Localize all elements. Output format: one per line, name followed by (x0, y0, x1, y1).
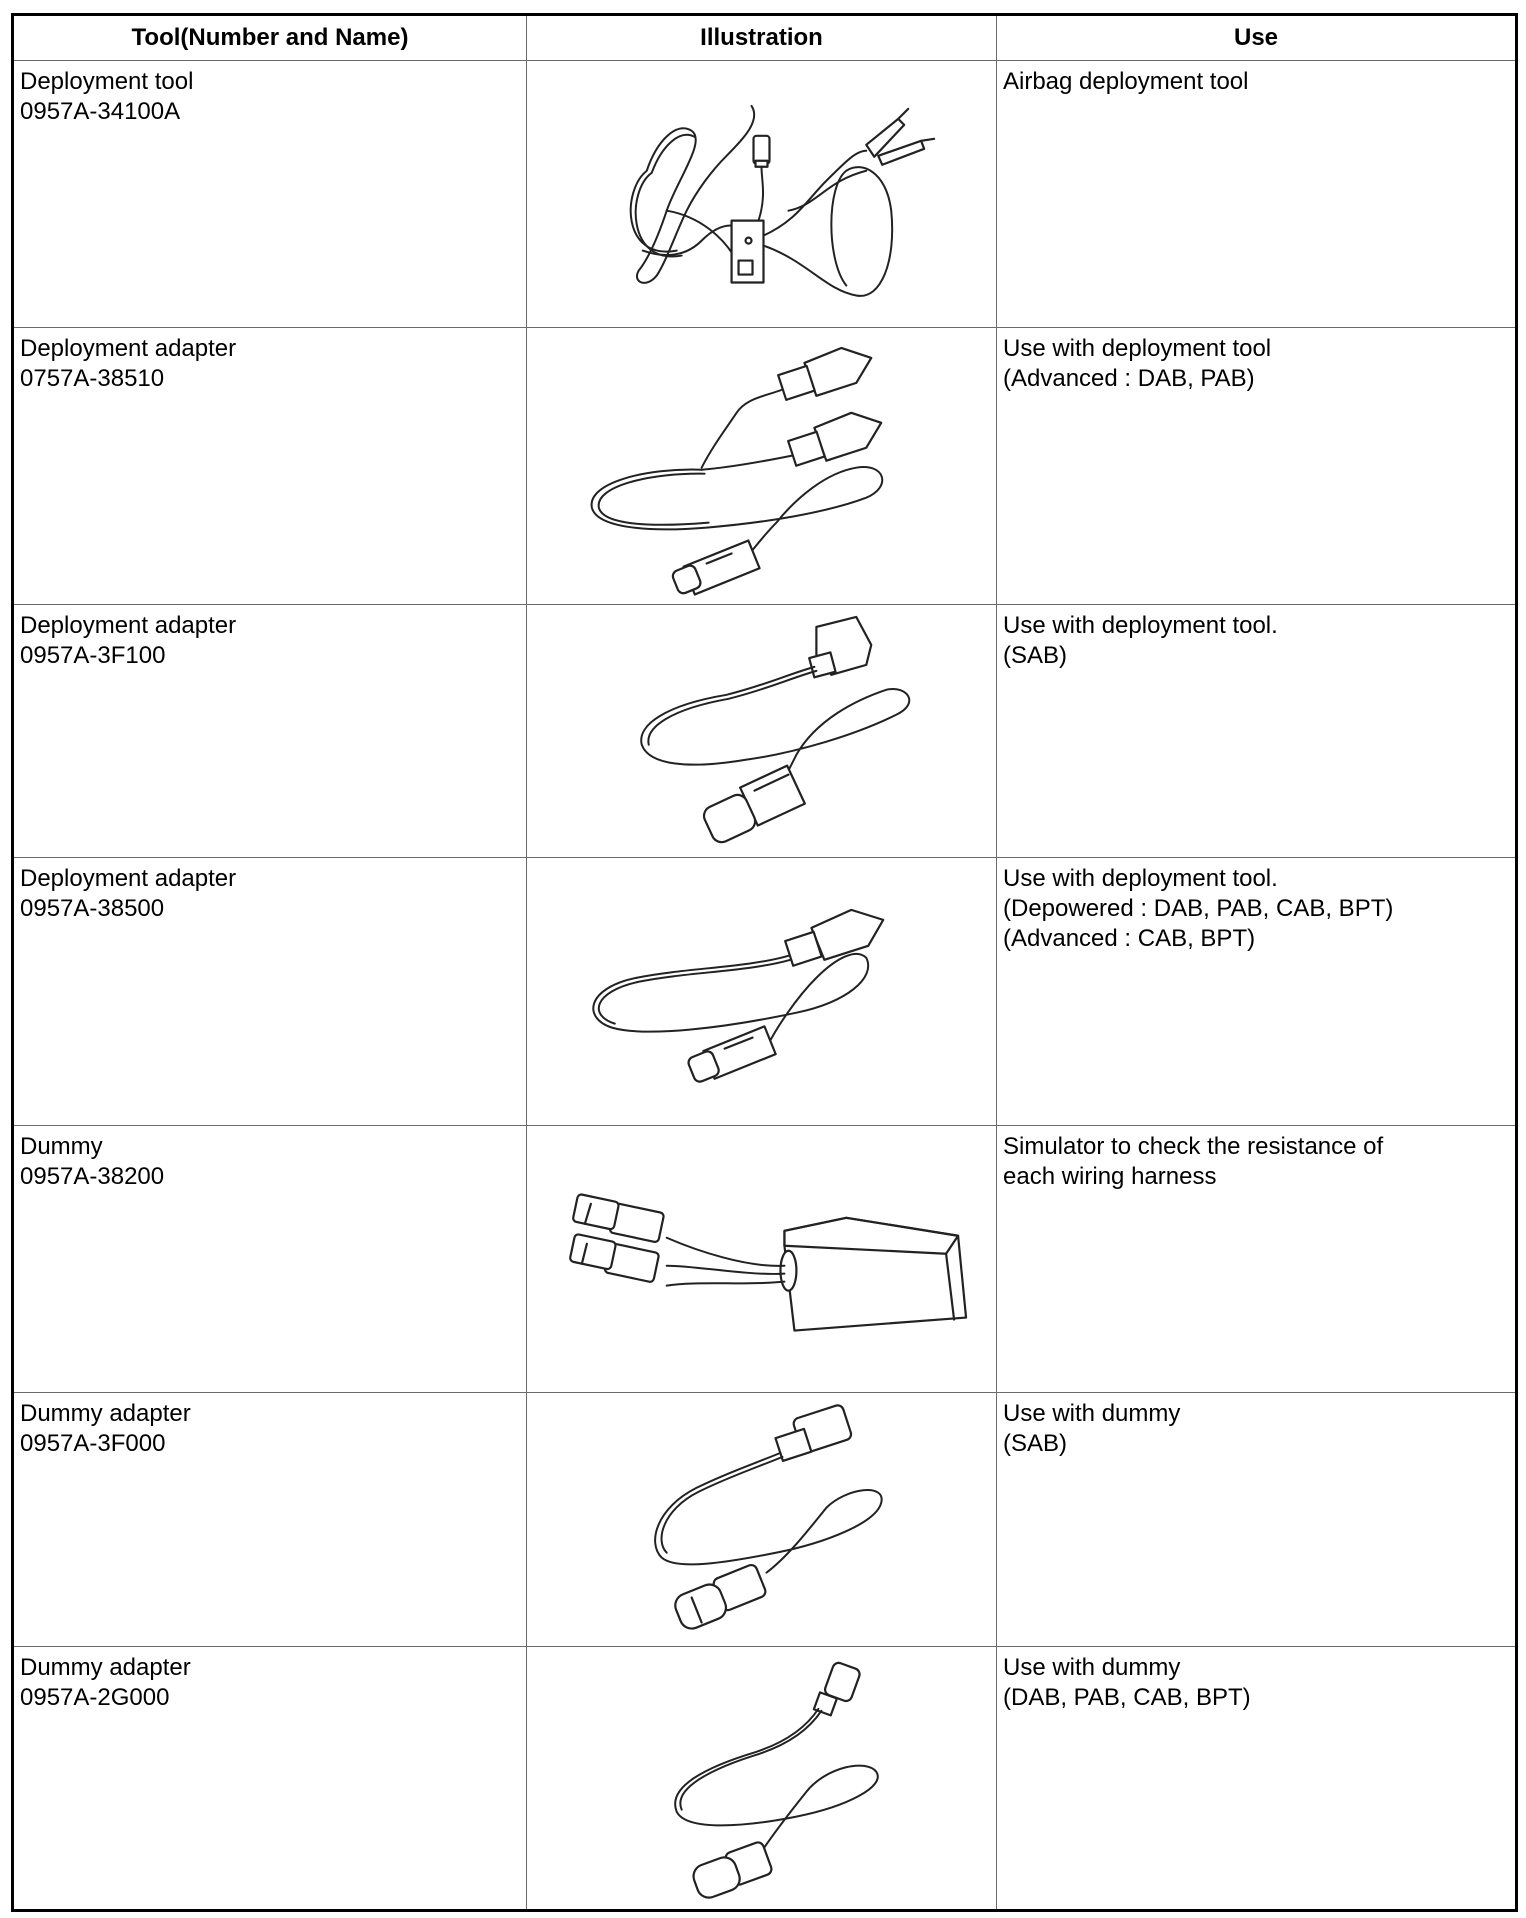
tool-number: 0957A-34100A (20, 98, 181, 125)
single-connector-adapter-illustration (527, 858, 996, 1124)
illustration-cell (527, 1646, 997, 1910)
use-line: Use with deployment tool. (1003, 611, 1278, 639)
tool-name: Deployment adapter (20, 865, 237, 893)
tool-number: 0957A-2G000 (20, 1683, 170, 1711)
tool-cell (13, 328, 527, 604)
header-use: Use (997, 15, 1517, 61)
illustration-cell (527, 858, 997, 1125)
table-row (13, 1393, 1517, 1646)
tool-number: 0957A-3F000 (20, 1430, 166, 1458)
tool-cell (13, 1646, 527, 1910)
tool-name: Dummy adapter (20, 1653, 191, 1681)
illustration-cell (527, 328, 997, 604)
tool-cell (13, 604, 527, 857)
use-cell (997, 1125, 1517, 1392)
table-row (13, 328, 1517, 604)
use-line: (Advanced : DAB, PAB) (1003, 365, 1255, 393)
tool-name: Deployment tool (20, 68, 194, 95)
use-line: (SAB) (1003, 1430, 1068, 1458)
table-row (13, 1125, 1517, 1392)
tool-number: 0957A-38200 (20, 1162, 165, 1190)
tool-number: 0757A-38510 (20, 365, 165, 393)
header-row (13, 15, 1517, 61)
special-tools-table (11, 13, 1518, 1912)
table-row (13, 858, 1517, 1125)
use-line: Use with dummy (1003, 1653, 1181, 1681)
tool-name: Dummy adapter (20, 1400, 191, 1428)
table-row (13, 604, 1517, 857)
tool-cell (13, 858, 527, 1125)
use-line: (DAB, PAB, CAB, BPT) (1003, 1683, 1251, 1711)
use-line: each wiring harness (1003, 1162, 1217, 1190)
use-cell (997, 1393, 1517, 1646)
use-cell (997, 604, 1517, 857)
illustration-cell (527, 1393, 997, 1646)
sab-adapter-illustration (527, 605, 996, 857)
table-row (13, 61, 1517, 328)
use-line: (Depowered : DAB, PAB, CAB, BPT) (1003, 895, 1394, 923)
dual-connector-adapter-illustration (527, 328, 996, 603)
illustration-cell (527, 604, 997, 857)
dummy-adapter-cable-illustration (527, 1647, 996, 1909)
tool-cell (13, 61, 527, 328)
use-line: Airbag deployment tool (1003, 68, 1249, 95)
use-line: Use with deployment tool (1003, 335, 1272, 363)
use-cell (997, 858, 1517, 1125)
dummy-adapter-sab-illustration (527, 1393, 996, 1645)
use-line: Use with deployment tool. (1003, 865, 1278, 893)
use-line: Simulator to check the resistance of (1003, 1132, 1384, 1160)
tool-name: Dummy (20, 1132, 103, 1160)
use-line: Use with dummy (1003, 1400, 1181, 1428)
header-illustration: Illustration (527, 15, 997, 61)
use-line: (SAB) (1003, 641, 1068, 669)
dummy-box-illustration (527, 1126, 996, 1392)
tool-name: Deployment adapter (20, 611, 237, 639)
tool-cell (13, 1393, 527, 1646)
tool-cell (13, 1125, 527, 1392)
table-header (13, 15, 1517, 61)
illustration-cell (527, 1125, 997, 1392)
table-body (13, 61, 1517, 1911)
tool-name: Deployment adapter (20, 335, 237, 363)
use-line: (Advanced : CAB, BPT) (1003, 925, 1256, 953)
table-row (13, 1646, 1517, 1910)
tool-number: 0957A-3F100 (20, 641, 166, 669)
use-cell (997, 328, 1517, 604)
tool-number: 0957A-38500 (20, 895, 165, 923)
deployment-tool-illustration (527, 61, 996, 327)
use-cell (997, 61, 1517, 328)
header-tool: Tool(Number and Name) (13, 15, 527, 61)
illustration-cell (527, 61, 997, 328)
use-cell (997, 1646, 1517, 1910)
